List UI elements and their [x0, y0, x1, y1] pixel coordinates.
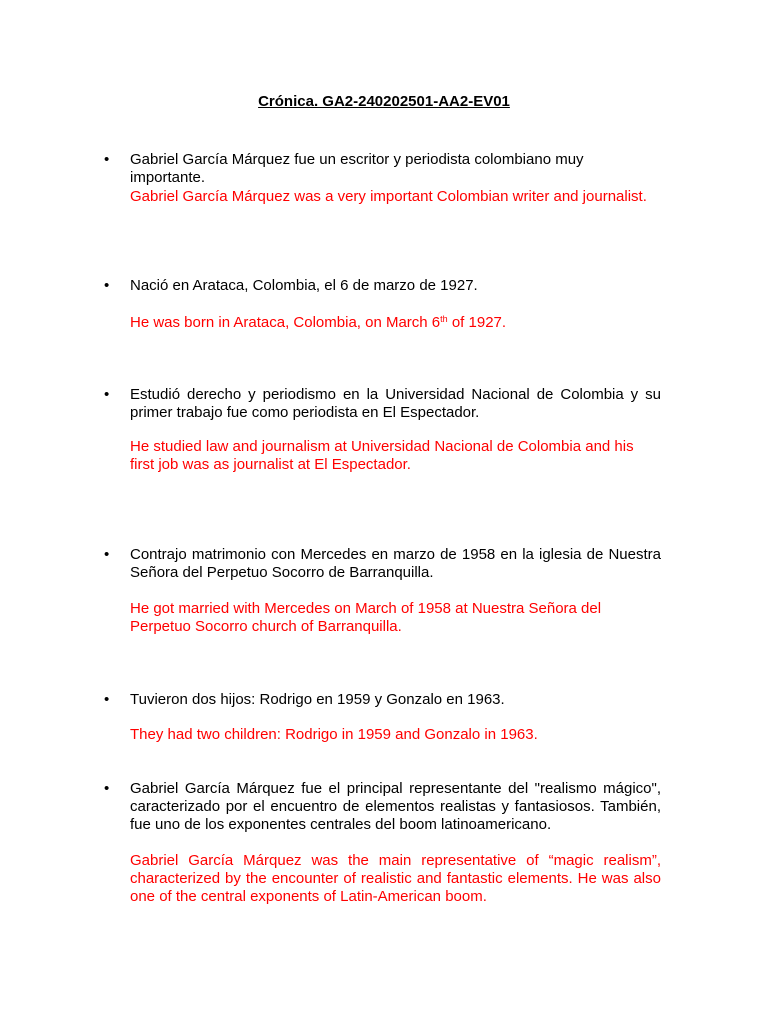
spanish-sentence: Gabriel García Márquez fue un escritor y periodista colombiano muy importante.	[130, 151, 584, 186]
bullet-icon: •	[104, 546, 110, 563]
bullet-icon: •	[104, 151, 110, 168]
spanish-sentence: Nació en Arataca, Colombia, el 6 de marzo de 1927.	[130, 277, 478, 294]
english-translation: Gabriel García Márquez was the main representative of “magic realism”, characterized by the encounter of realistic and fantastic elements. He was also one of the central exponents of Latin-American boom.	[130, 852, 661, 905]
spanish-sentence: Estudió derecho y periodismo en la Universidad Nacional de Colombia y su primer trabajo fue como periodista en El Espectador.	[130, 386, 661, 421]
english-translation: They had two children: Rodrigo in 1959 and Gonzalo in 1963.	[130, 726, 538, 743]
english-translation	[130, 314, 661, 332]
bullet-icon: •	[104, 386, 110, 403]
english-translation: He studied law and journalism at Universidad Nacional de Colombia and his first job was as journalist at El Espectador.	[130, 438, 634, 473]
english-translation: He got married with Mercedes on March of 1958 at Nuestra Señora del Perpetuo Socorro church of Barranquilla.	[130, 600, 602, 635]
english-translation-end: of 1927.	[447, 314, 507, 331]
bullet-icon: •	[104, 277, 110, 294]
english-translation-main: He was born in Arataca, Colombia, on March 6	[130, 314, 441, 331]
spanish-sentence: Tuvieron dos hijos: Rodrigo en 1959 y Gonzalo en 1963.	[130, 691, 505, 708]
spanish-sentence: Contrajo matrimonio con Mercedes en marzo de 1958 en la iglesia de Nuestra Señora del Perpetuo Socorro de Barranquilla.	[130, 546, 661, 581]
bullet-icon: •	[104, 691, 110, 708]
ordinal-superscript: th	[440, 314, 448, 324]
spanish-sentence: Gabriel García Márquez fue el principal representante del "realismo mágico", caracterizado por el encuentro de elementos realistas y fantasiosos. También, fue uno de los exponentes centrales del boom latinoamericano.	[130, 780, 661, 833]
bullet-icon: •	[104, 780, 110, 797]
document-title: Crónica. GA2-240202501-AA2-EV01	[258, 93, 510, 110]
english-translation: Gabriel García Márquez was a very important Colombian writer and journalist.	[130, 188, 647, 205]
